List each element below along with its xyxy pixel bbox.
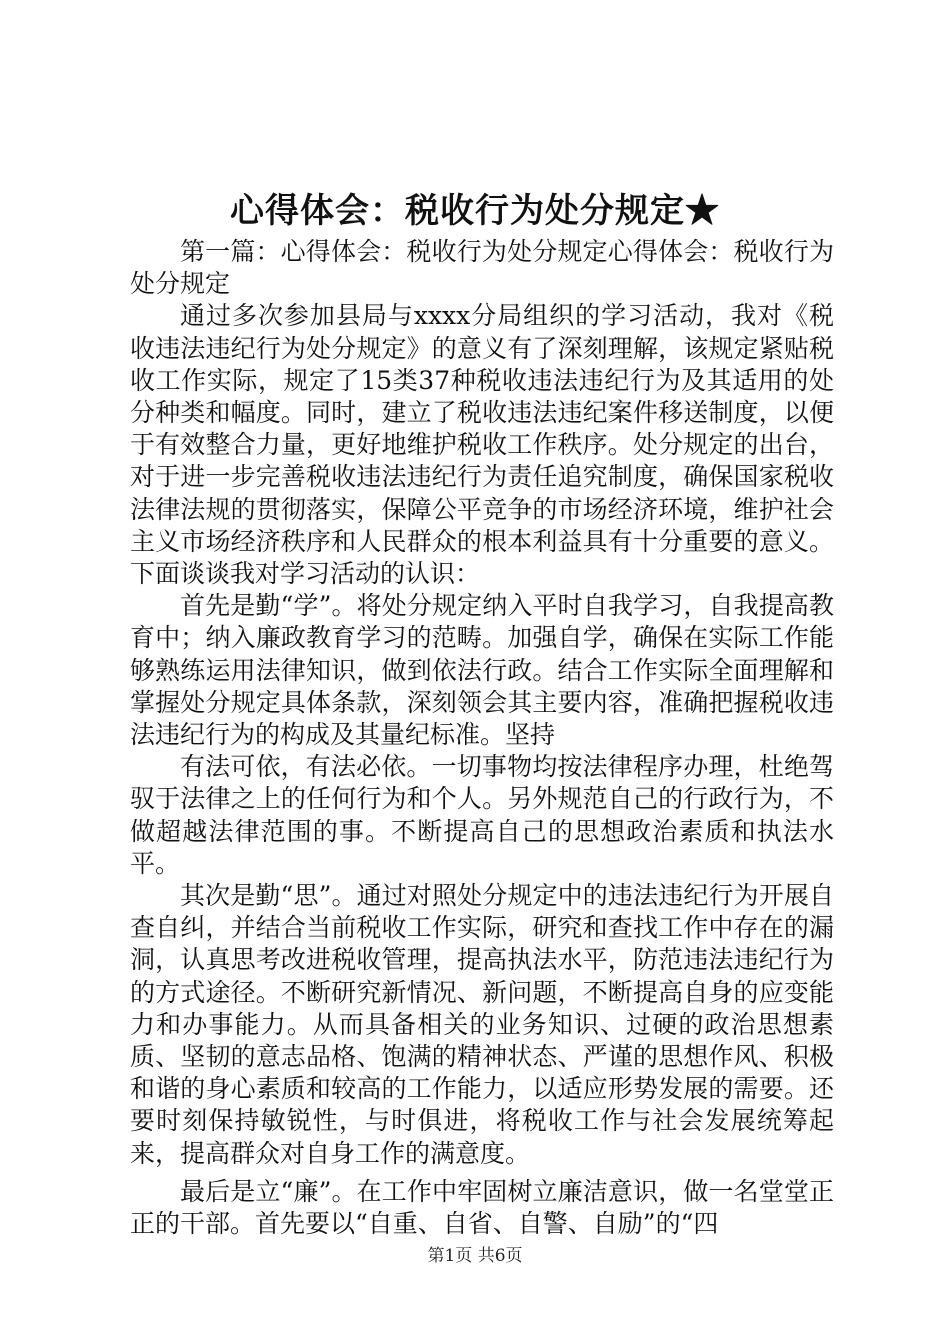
paragraph-think: 其次是勤“思”。通过对照处分规定中的违法违纪行为开展自查自纠，并结合当前税收工作实际，研究和查找工作中存在的漏洞，认真思考改进税收管理，提高执法水平，防范违法违纪行为的方式途径。不断研究新情况、新问题，不断提高自身的应变能力和办事能力。从而具备相关的业务知识、过硬的政治思想素质、坚韧的意志品格、饱满的精神状态、严谨的思想作风、积极和谐的身心素质和较高的工作能力，以适应形势发展的需要。还要时刻保持敏锐性，与时俱进，将税收工作与社会发展统筹起来，提高群众对自身工作的满意度。 bbox=[130, 881, 834, 1168]
paragraph-law: 有法可依，有法必依。一切事物均按法律程序办理，杜绝驾驭于法律之上的任何行为和个人。另外规范自己的行政行为，不做超越法律范围的事。不断提高自己的思想政治素质和执法水平。 bbox=[130, 752, 834, 878]
paragraph-intro: 通过多次参加县局与xxxx分局组织的学习活动，我对《税收违法违纪行为处分规定》的意义有了深刻理解，该规定紧贴税收工作实际，规定了15类37种税收违法违纪行为及其适用的处分种类和幅度。同时，建立了税收违法违纪案件移送制度，以便于有效整合力量，更好地维护税收工作秩序。处分规定的出台，对于进一步完善税收违法违纪行为责任追究制度，确保国家税收法律法规的贯彻落实，保障公平竞争的市场经济环境，维护社会主义市场经济秩序和人民群众的根本利益具有十分重要的意义。下面谈谈我对学习活动的认识： bbox=[130, 301, 834, 589]
paragraph-study: 首先是勤“学”。将处分规定纳入平时自我学习，自我提高教育中；纳入廉政教育学习的范畴。加强自学，确保在实际工作能够熟练运用法律知识，做到依法行政。结合工作实际全面理解和掌握处分规定具体条款，深刻领会其主要内容，准确把握税收违法违纪行为的构成及其量纪标准。坚持 bbox=[130, 591, 834, 750]
page-footer: 第1页 共6页 bbox=[427, 1246, 523, 1266]
document-title: 心得体会：税收行为处分规定★ bbox=[230, 191, 720, 231]
paragraph-integrity: 最后是立“廉”。在工作中牢固树立廉洁意识，做一名堂堂正正的干部。首先要以“自重、自省、自警、自励”的“四 bbox=[130, 1176, 834, 1239]
paragraph-heading: 第一篇：心得体会：税收行为处分规定心得体会：税收行为处分规定 bbox=[130, 237, 834, 299]
document-body bbox=[130, 236, 834, 1240]
